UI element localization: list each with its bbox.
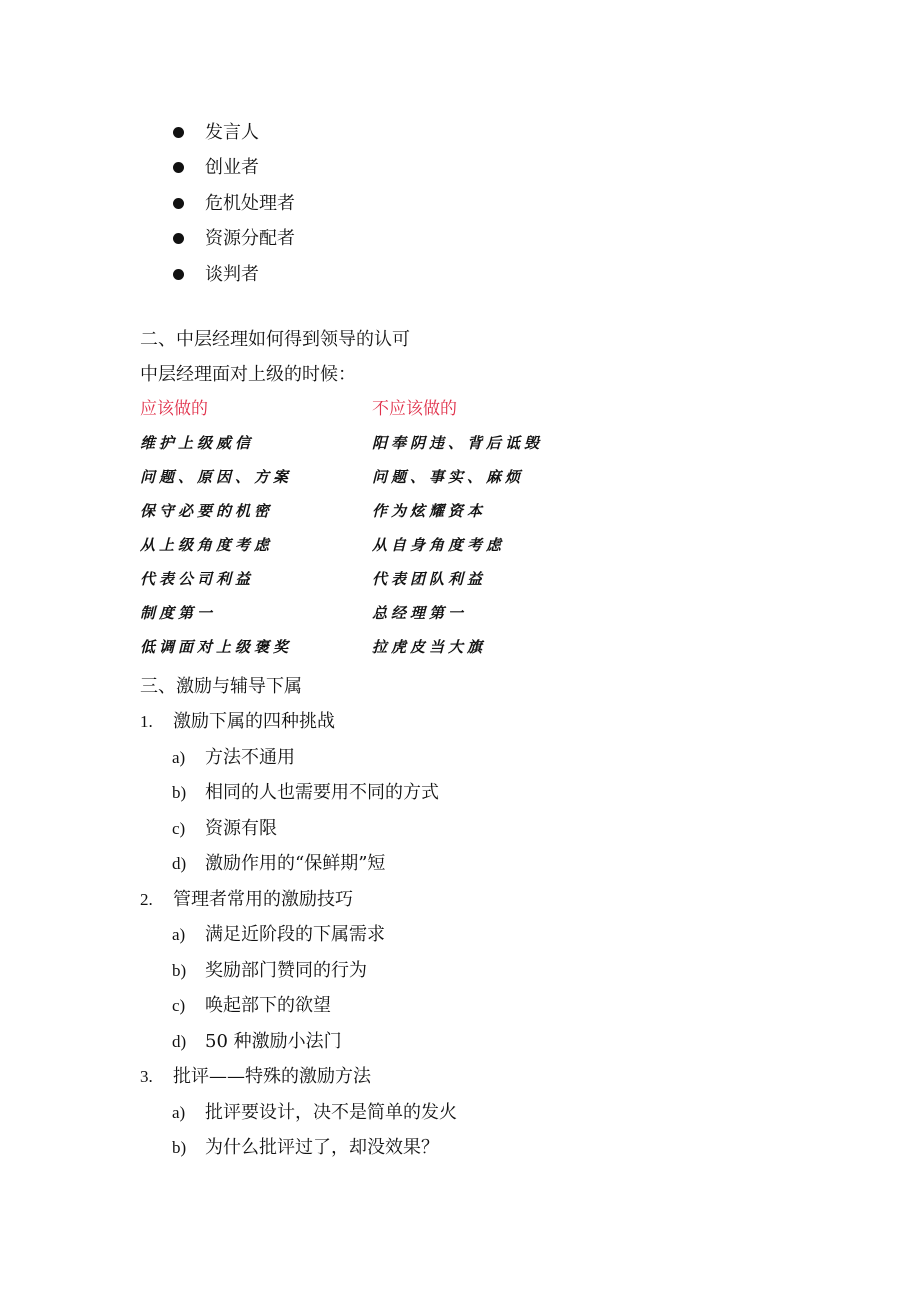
sub-item: 相同的人也需要用不同的方式 <box>205 782 439 803</box>
shouldnt-item: 作为炫耀资本 <box>372 502 487 520</box>
shouldnt-item: 从自身角度考虑 <box>372 536 506 554</box>
bullet-icon <box>173 198 184 209</box>
list-number: 2. <box>140 890 153 909</box>
sub-label: a) <box>172 748 186 767</box>
sub-label: a) <box>172 1103 186 1122</box>
shouldnt-header: 不应该做的 <box>372 399 457 419</box>
list-number: 3. <box>140 1067 153 1086</box>
role-item: 资源分配者 <box>205 228 295 249</box>
sub-item: 激励作用的“保鲜期”短 <box>205 853 386 874</box>
bullet-icon <box>173 127 184 138</box>
should-item: 制度第一 <box>140 604 217 622</box>
role-item: 创业者 <box>205 157 259 178</box>
sub-label: c) <box>172 819 186 838</box>
sub-item: 奖励部门赞同的行为 <box>205 960 367 981</box>
should-item: 从上级角度考虑 <box>140 536 274 554</box>
sub-item: 满足近阶段的下属需求 <box>205 924 385 945</box>
should-item: 问题、原因、方案 <box>140 468 293 486</box>
bullet-icon <box>173 233 184 244</box>
sub-label: d) <box>172 854 187 873</box>
sub-item: 为什么批评过了，却没效果？ <box>205 1137 439 1158</box>
shouldnt-item: 问题、事实、麻烦 <box>372 468 525 486</box>
section3-title: 三、激励与辅导下属 <box>140 676 302 697</box>
sub-label: c) <box>172 996 186 1015</box>
should-item: 代表公司利益 <box>140 570 255 588</box>
sub-item: 资源有限 <box>205 818 277 839</box>
section2-title: 二、中层经理如何得到领导的认可 <box>140 329 410 350</box>
role-item: 发言人 <box>205 122 259 143</box>
role-item: 危机处理者 <box>205 193 295 214</box>
role-item: 谈判者 <box>205 264 259 285</box>
shouldnt-item: 代表团队利益 <box>372 570 487 588</box>
bullet-icon <box>173 162 184 173</box>
should-item: 保守必要的机密 <box>140 502 274 520</box>
shouldnt-item: 阳奉阴违、背后诋毁 <box>372 434 544 452</box>
shouldnt-item: 总经理第一 <box>372 604 468 622</box>
list-item: 管理者常用的激励技巧 <box>173 889 353 910</box>
sub-label: b) <box>172 1138 187 1157</box>
shouldnt-item: 拉虎皮当大旗 <box>372 638 487 656</box>
should-item: 维护上级威信 <box>140 434 255 452</box>
list-number: 1. <box>140 712 153 731</box>
should-header: 应该做的 <box>140 399 208 419</box>
sub-label: b) <box>172 783 187 802</box>
sub-item: 方法不通用 <box>205 747 295 768</box>
sub-label: b) <box>172 961 187 980</box>
list-item: 激励下属的四种挑战 <box>173 711 335 732</box>
section2-intro: 中层经理面对上级的时候： <box>140 364 356 385</box>
sub-item: 50 种激励小法门 <box>205 1031 342 1052</box>
should-item: 低调面对上级褒奖 <box>140 638 293 656</box>
sub-label: d) <box>172 1032 187 1051</box>
sub-label: a) <box>172 925 186 944</box>
sub-item: 批评要设计，决不是简单的发火 <box>205 1102 457 1123</box>
sub-item: 唤起部下的欲望 <box>205 995 331 1016</box>
bullet-icon <box>173 269 184 280</box>
list-item: 批评——特殊的激励方法 <box>173 1066 371 1087</box>
